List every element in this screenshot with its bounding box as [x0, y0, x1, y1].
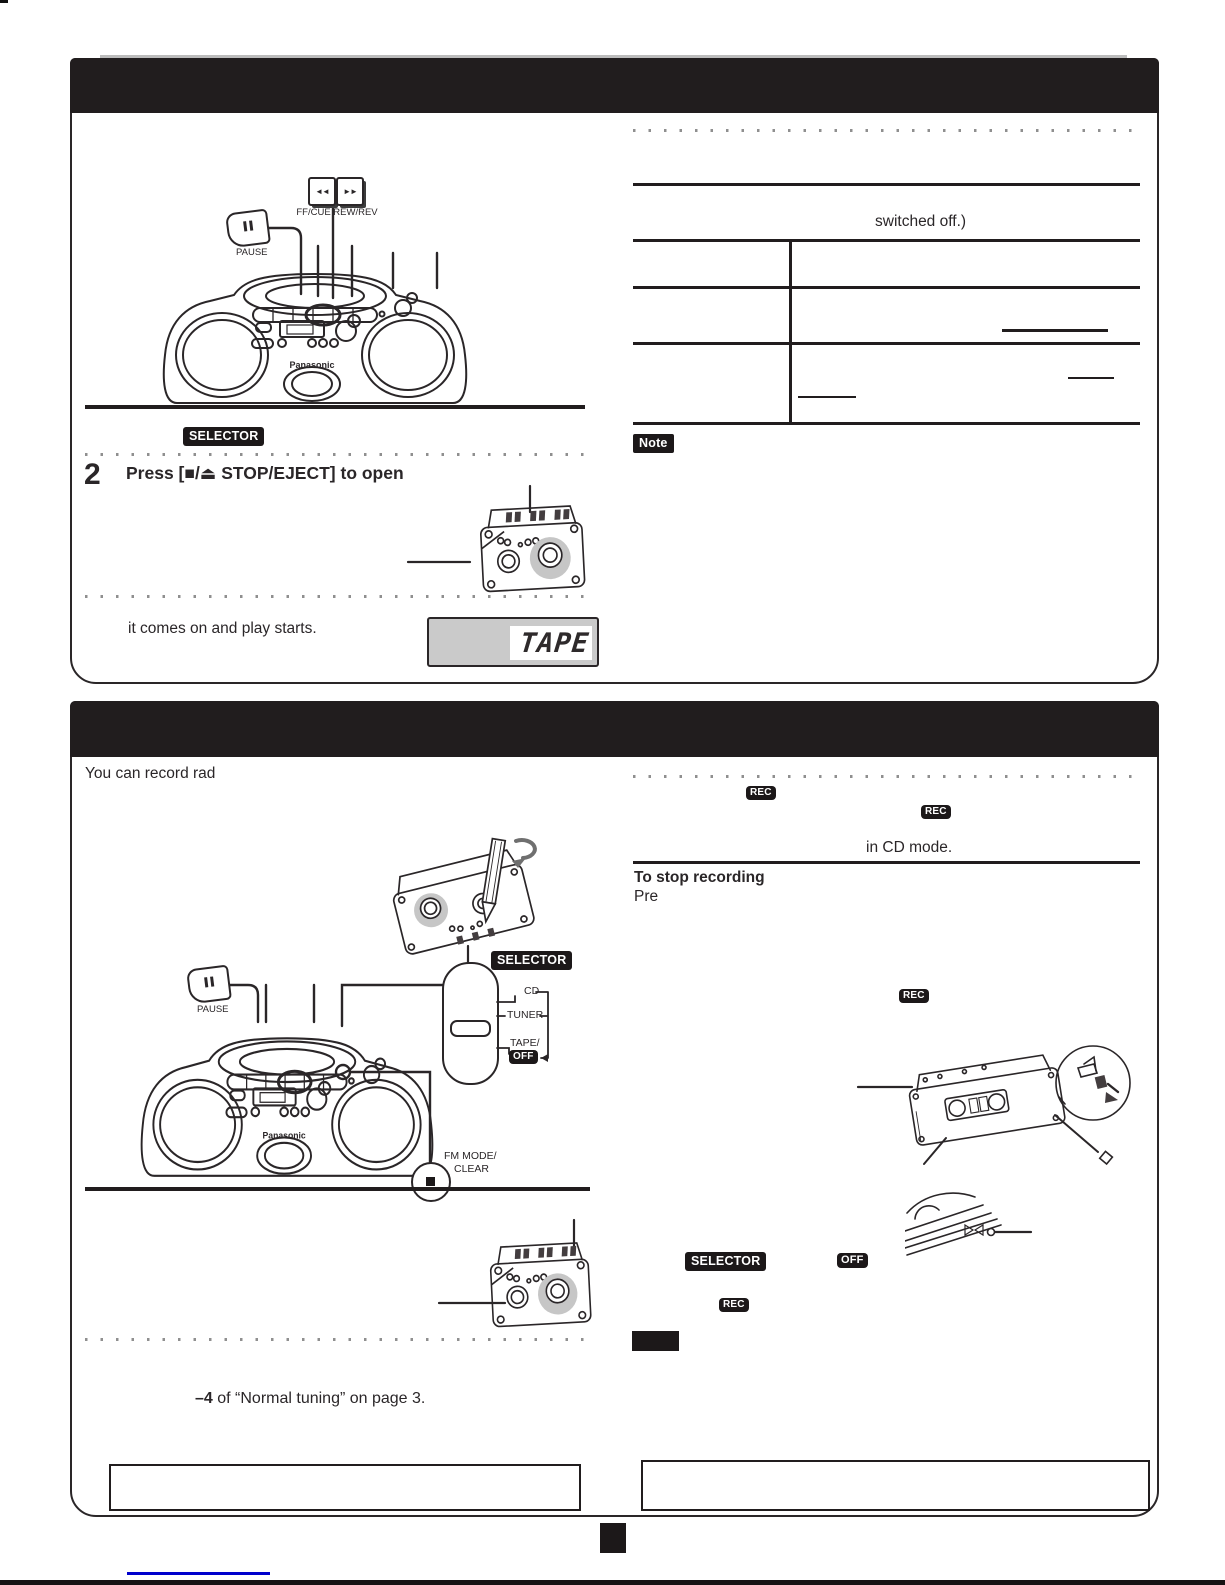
table-underline — [1002, 329, 1108, 332]
rec-badge: REC — [719, 1298, 749, 1312]
stop-recording-heading: To stop recording — [634, 869, 765, 886]
reference-rest: of “Normal tuning” on page 3. — [212, 1390, 426, 1407]
intro-text: You can record rad — [85, 765, 216, 782]
section2-header-bar — [70, 701, 1159, 757]
ff-cue-label: FF/CUE REW/REV — [296, 207, 378, 218]
column-rule — [633, 183, 1140, 186]
lcd-text: TAPE — [518, 628, 591, 659]
play-caption: it comes on and play starts. — [128, 620, 317, 637]
section1-header-bar — [70, 58, 1159, 113]
scan-artifact-tick — [0, 0, 8, 3]
dotted-separator — [85, 1338, 585, 1341]
table-underline — [1068, 377, 1114, 379]
note-badge-filled — [632, 1331, 679, 1351]
stop-icon — [426, 1177, 435, 1186]
table-line — [633, 239, 1140, 242]
page-number-box — [600, 1523, 626, 1553]
pause-icon — [249, 220, 253, 230]
clear-label: CLEAR — [454, 1163, 490, 1175]
section-rule — [85, 1187, 590, 1191]
rec-badge: REC — [746, 786, 776, 800]
pencil-cassette-diagram — [380, 830, 555, 965]
cassette-holder-diagram-2 — [420, 1208, 605, 1333]
boombox-diagram-2 — [130, 960, 460, 1210]
reference-step: –4 — [195, 1390, 213, 1407]
footnote-box-left — [109, 1464, 581, 1511]
section-rule — [85, 405, 585, 409]
step-heading: Press [■/⏏ STOP/EJECT] to open — [126, 463, 404, 483]
pause-button[interactable] — [225, 209, 271, 249]
selector-position-cd: CD — [524, 985, 540, 997]
in-cd-mode-text: in CD mode. — [866, 839, 953, 856]
footer-link-underline[interactable] — [127, 1572, 270, 1575]
rewind-button[interactable] — [308, 177, 336, 206]
lcd-display — [427, 617, 599, 667]
selector-position-tape: TAPE/ — [510, 1037, 540, 1049]
switched-off-text: switched off.) — [875, 213, 967, 230]
rec-badge: REC — [921, 805, 951, 819]
note-badge: Note — [633, 434, 674, 453]
cassette-holder-diagram-1 — [400, 478, 600, 600]
column-rule — [633, 861, 1140, 864]
dotted-separator — [633, 129, 1140, 132]
fast-forward-button[interactable] — [336, 177, 364, 206]
dotted-separator — [85, 453, 585, 456]
table-line — [633, 342, 1140, 345]
selector-badge: SELECTOR — [685, 1252, 766, 1271]
selector-badge: SELECTOR — [183, 427, 264, 446]
rec-badge: REC — [899, 989, 929, 1003]
off-badge: OFF — [509, 1050, 538, 1064]
dotted-separator — [85, 595, 585, 598]
erase-tab-cassette-diagram — [850, 1040, 1140, 1180]
pause-icon — [210, 976, 214, 986]
pause-label: PAUSE — [236, 247, 268, 258]
rewind-icon: ◄◄ — [315, 187, 329, 196]
step-number: 2 — [84, 458, 101, 491]
table-line — [633, 286, 1140, 289]
pause-icon — [243, 221, 247, 231]
selector-badge: SELECTOR — [491, 951, 572, 970]
table-divider — [789, 239, 792, 425]
pause-button[interactable] — [186, 965, 232, 1005]
selector-switch-slot — [450, 1020, 491, 1037]
scan-bottom-edge — [0, 1580, 1225, 1585]
stop-button[interactable] — [411, 1162, 451, 1202]
table-underline — [798, 396, 856, 398]
reference-text — [195, 1390, 425, 1408]
footnote-box-right — [641, 1460, 1150, 1511]
selector-position-tuner: TUNER — [507, 1009, 544, 1021]
fast-forward-icon: ►► — [343, 187, 357, 196]
table-line — [633, 422, 1140, 425]
stop-recording-text: Pre — [634, 888, 659, 905]
pause-icon — [204, 977, 208, 987]
fm-mode-label: FM MODE/ — [444, 1150, 497, 1162]
off-badge: OFF — [837, 1253, 868, 1268]
pause-label: PAUSE — [197, 1004, 229, 1015]
dotted-separator — [633, 775, 1140, 778]
cassette-corner-diagram — [905, 1185, 1035, 1270]
